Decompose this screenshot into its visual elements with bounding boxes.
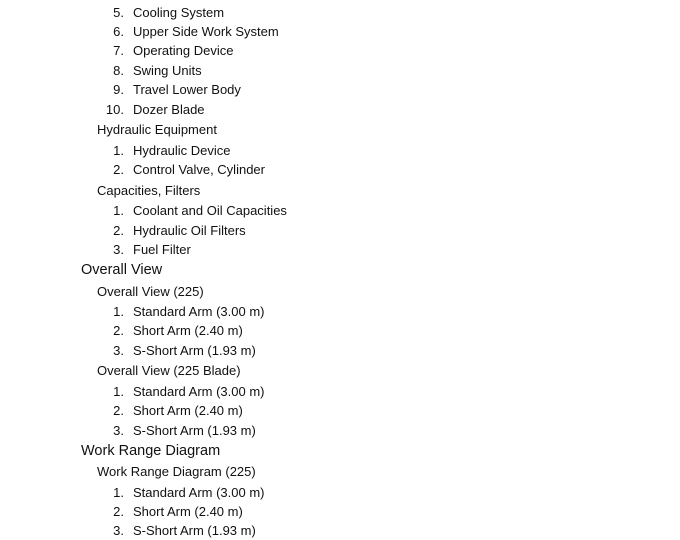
item-number: 3. [113,423,124,438]
item-label: Standard Arm (3.00 m) [133,304,265,319]
item-label: Short Arm (2.40 m) [133,323,243,338]
item-number: 2. [113,162,124,177]
toc-section-heading[interactable]: Overall View (225 Blade) [97,363,241,378]
item-number: 2. [113,223,124,238]
item-number: 9. [113,82,124,97]
toc-chapter-heading[interactable]: Overall View [81,262,163,278]
item-number: 1. [113,485,124,500]
item-label: Short Arm (2.40 m) [133,504,243,519]
item-label: Hydraulic Device [133,143,231,158]
item-number: 8. [113,63,124,78]
toc-section-heading[interactable]: Hydraulic Equipment [97,122,217,137]
item-label: Dozer Blade [133,102,205,117]
item-number: 2. [113,403,124,418]
item-number: 1. [113,304,124,319]
item-label: Fuel Filter [133,242,191,257]
toc-section-heading[interactable]: Overall View (225) [97,284,204,299]
item-label: Standard Arm (3.00 m) [133,485,265,500]
item-label: Cooling System [133,5,225,20]
item-number: 1. [113,143,124,158]
toc-section-heading[interactable]: Capacities, Filters [97,183,201,198]
item-number: 7. [113,43,124,58]
item-label: Upper Side Work System [133,24,279,39]
item-number: 6. [113,24,124,39]
item-label: Operating Device [133,43,234,58]
item-label: Coolant and Oil Capacities [133,203,287,218]
item-number: 3. [113,242,124,257]
item-label: S-Short Arm (1.93 m) [133,343,256,358]
item-number: 3. [113,523,124,538]
item-label: Control Valve, Cylinder [133,162,265,177]
item-number: 5. [113,5,124,20]
item-label: S-Short Arm (1.93 m) [133,523,256,538]
toc-section-heading[interactable]: Work Range Diagram (225) [97,464,256,479]
item-number: 10. [105,102,124,117]
item-number: 1. [113,384,124,399]
item-label: S-Short Arm (1.93 m) [133,423,256,438]
item-number: 2. [113,504,124,519]
toc-chapter-heading[interactable]: Work Range Diagram [81,443,221,459]
item-label: Swing Units [133,63,202,78]
item-label: Standard Arm (3.00 m) [133,384,265,399]
item-number: 1. [113,203,124,218]
item-label: Travel Lower Body [133,82,241,97]
item-number: 3. [113,343,124,358]
item-label: Short Arm (2.40 m) [133,403,243,418]
item-number: 2. [113,323,124,338]
item-label: Hydraulic Oil Filters [133,223,246,238]
